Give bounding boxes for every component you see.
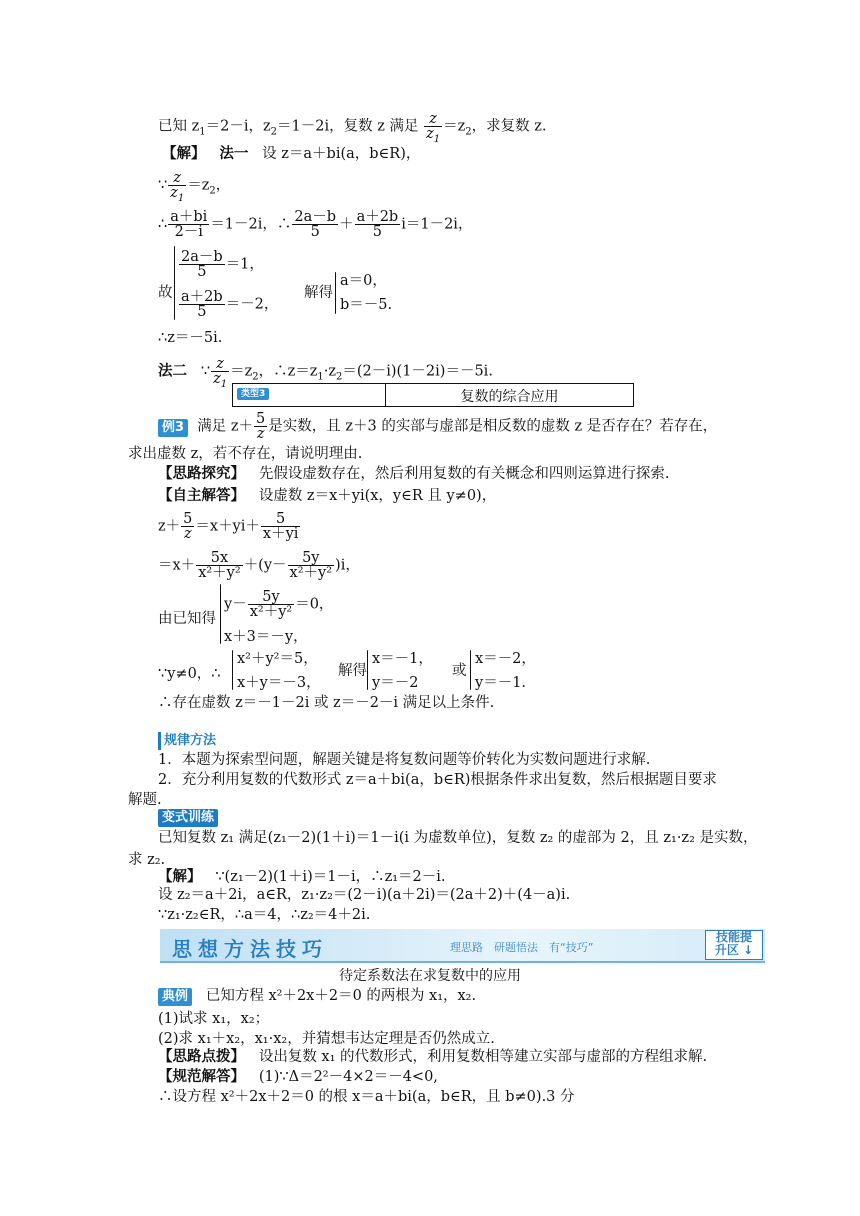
type-title: 复数的综合应用 xyxy=(460,389,559,405)
m1-line2: ∵ $\frac{z}{z_1}$ $=z_2$， xyxy=(158,170,231,204)
skills-banner xyxy=(160,929,765,963)
variant-tag: 变式训练 xyxy=(158,808,218,827)
sol-a: a＝0， xyxy=(340,273,387,289)
ex3-eq2: ＝x＋ $\frac{5x}{\text{x²＋y²}}$ ＋(y－ $\frac{5y}{\text{x²＋y²}}$ )i， xyxy=(158,550,360,581)
m1-sys2: $\frac{a+2b}{5}$ ＝－2， xyxy=(181,289,279,320)
answer-1: 【规范解答】 (1)∵Δ＝2²－4×2＝－4<0, xyxy=(158,1068,438,1085)
solve-eq2: y＝－2 xyxy=(372,675,419,691)
ex3-line1: 例3 满足 z＋ $\frac{5}{z}$ 是实数，且 z＋3 的实部与虚部是相反数的虚数 z 是否存在？若存在， xyxy=(158,412,717,441)
solve-label: 解得 xyxy=(338,663,367,679)
rule-p1: 1．本题为探索型问题，解题关键是将复数问题等价转化为实数问题进行求解. xyxy=(158,752,651,768)
ex3-conclusion: ∴存在虚数 z＝－1－2i 或 z＝－2－i 满足以上条件. xyxy=(158,695,495,711)
ex3-line2: 求出虚数 z，若不存在，请说明理由. xyxy=(128,446,363,462)
known-eq2: x＋3＝－y， xyxy=(224,629,308,645)
sol-b: b＝－5. xyxy=(340,297,393,313)
m1-line3: ∴ $\frac{a+bi}{2-i}$ ＝1－2i，∴ $\frac{2a-b}{5}$ ＋ $\frac{a+2b}{5}$ i＝1－2i， xyxy=(158,209,473,240)
ex3-self: 【自主解答】 设虚数 z＝x＋yi(x，y∈R 且 y≠0)， xyxy=(158,487,497,504)
jiede-label: 解得 xyxy=(304,285,333,301)
section-title: 待定系数法在求复数中的应用 xyxy=(339,968,521,984)
ex3-idea: 【思路探究】 先假设虚数存在，然后利用复数的有关概念和四则运算进行探索. xyxy=(158,465,670,482)
banner-title: 思想方法技巧 xyxy=(172,937,328,961)
or-eq1: x＝－2， xyxy=(475,651,536,667)
cond-eq1: x²＋y²＝5， xyxy=(237,651,318,667)
type-box xyxy=(232,383,634,407)
known-brace xyxy=(220,584,221,644)
rule-p2-cont: 解题. xyxy=(128,792,162,808)
ex3-eq1: z＋ $\frac{5}{z}$ ＝x＋yi＋ $\frac{5}{x+yi}$ xyxy=(158,511,299,542)
problem-text: 已知 $z_1=2-i$，$z_2=1-2i$，复数 z 满足 $\frac{z}{z_1}$ $=z_2$，求复数 z. xyxy=(158,111,547,145)
known-eq1: y－ $\frac{5y}{\text{x²＋y²}}$ ＝0， xyxy=(224,589,334,620)
solution-brace xyxy=(335,272,336,314)
banner-subtitle: 理思路 研题悟法 有“技巧” xyxy=(450,941,594,954)
or-eq2: y＝－1. xyxy=(475,675,527,691)
variant-s2: 设 z₂＝a＋2i，a∈R，z₁·z₂＝(2－i)(a＋2i)＝(2a＋2)＋(4－a)i. xyxy=(158,887,571,903)
variant-s3: ∵z₁·z₂∈R，∴a＝4，∴z₂＝4＋2i. xyxy=(158,907,371,923)
tip: 【思路点拨】 设出复数 x₁ 的代数形式，利用复数相等建立实部与虚部的方程组求解. xyxy=(158,1048,708,1065)
m1-sys1: $\frac{2a-b}{5}$ ＝1， xyxy=(181,249,264,280)
solve-brace xyxy=(367,650,368,690)
rule-p2: 2．充分利用复数的代数形式 z＝a＋bi(a，b∈R)根据条件求出复数，然后根据题目要求 xyxy=(158,772,717,788)
or-label: 或 xyxy=(452,663,467,679)
or-brace xyxy=(470,650,471,690)
variant-q1: 已知复数 z₁ 满足(z₁－2)(1＋i)＝1－i(i 为虚数单位)，复数 z₂ 的虚部为 2，且 z₁·z₂ 是实数， xyxy=(158,830,758,846)
system-brace xyxy=(174,246,175,320)
question-2: (2)求 x₁＋x₂，x₁·x₂，并猜想韦达定理是否仍然成立. xyxy=(158,1031,495,1047)
type-tag: 类型3 xyxy=(237,388,269,400)
m1-conclusion: ∴z＝－5i. xyxy=(158,330,223,346)
variant-q2: 求 z₂. xyxy=(128,852,166,868)
rule-tag: 规律方法 xyxy=(158,731,216,750)
variant-s1: 【解】 ∵(z₁－2)(1＋i)＝1－i，∴z₁＝2－i. xyxy=(158,868,446,885)
cond-eq2: x＋y＝－3， xyxy=(237,675,321,691)
banner-badge: 技能提 升区 ↓ xyxy=(705,930,763,960)
question-1: (1)试求 x₁，x₂； xyxy=(158,1011,270,1027)
known-label: 由已知得 xyxy=(158,611,216,627)
cond-brace xyxy=(232,650,233,690)
gu-label: 故 xyxy=(158,285,173,301)
arrow-down-icon: ↓ xyxy=(743,943,754,957)
typical-example: 典例 已知方程 x²＋2x＋2＝0 的两根为 x₁，x₂. xyxy=(158,987,476,1006)
example3-tag: 例3 xyxy=(158,419,188,437)
solution-method-one: 【解】 法一 设 z＝a＋bi(a，b∈R)， xyxy=(162,145,421,162)
solve-eq1: x＝－1， xyxy=(372,651,433,667)
cond-label: ∵y≠0，∴ xyxy=(158,666,221,682)
answer-2: ∴设方程 x²＋2x＋2＝0 的根 x＝a＋bi(a，b∈R，且 b≠0).3 分 xyxy=(158,1089,575,1105)
method-two: 法二 ∵ $\frac{z}{z_1}$ $=z_2$，$\therefore z=z_1\cdot z_2=(2-i)(1-2i)=-5i$. xyxy=(158,356,493,390)
